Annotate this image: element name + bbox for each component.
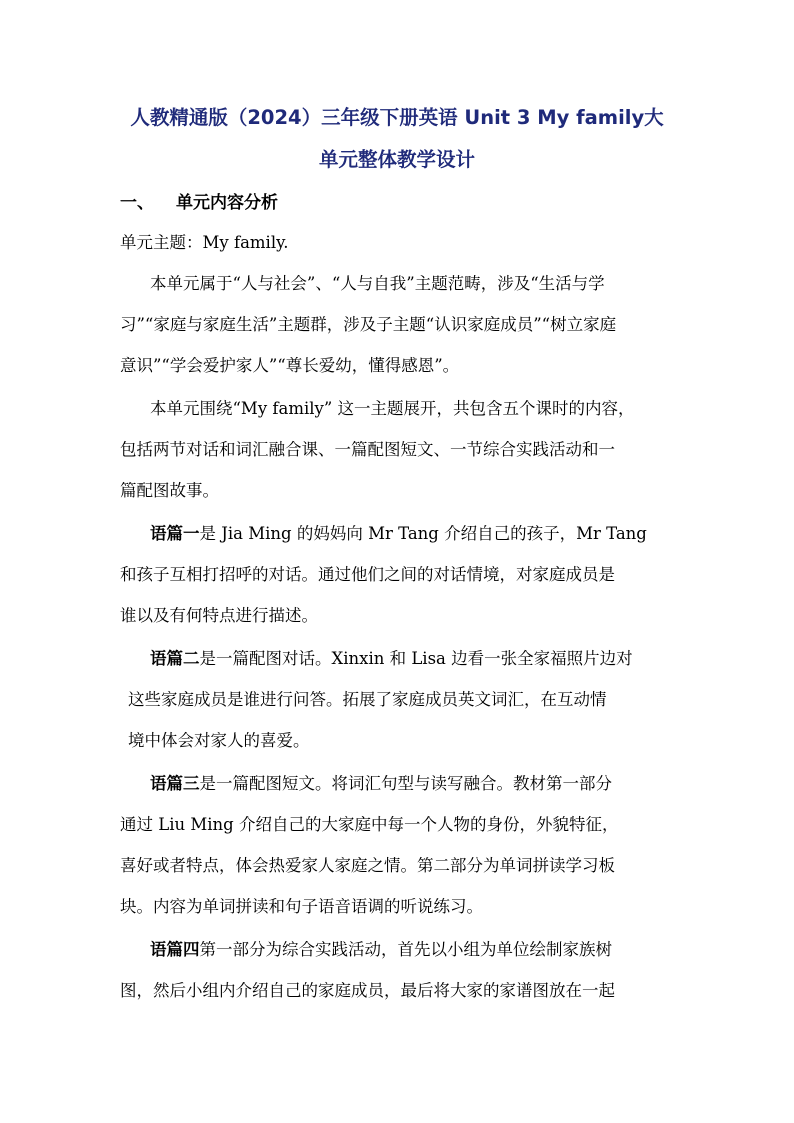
para3-line: 谁以及有何特点进行描述。 [120, 606, 318, 625]
para2-line: 篇配图故事。 [120, 481, 219, 500]
para5-first-line [150, 772, 612, 796]
section-number: 一、 [120, 193, 154, 213]
para3-first-line [150, 522, 647, 546]
para4-line: 境中体会对家人的喜爱。 [128, 731, 310, 750]
para6-line: 图，然后小组内介绍自己的家庭成员，最后将大家的家谱图放在一起 [120, 981, 615, 1000]
title-line-1: 人教精通版（2024）三年级下册英语 Unit 3 My family大 [130, 106, 664, 129]
para2-line: 本单元围绕“My family” 这一主题展开，共包含五个课时的内容， [150, 399, 635, 418]
para3-line: 是 Jia Ming 的妈妈向 Mr Tang 介绍自己的孩子，Mr Tang [199, 524, 647, 543]
para6-label: 语篇四 [150, 940, 200, 959]
para5-line: 喜好或者特点，体会热爱家人家庭之情。第二部分为单词拼读学习板 [120, 856, 615, 875]
para3-line: 和孩子互相打招呼的对话。通过他们之间的对话情境，对家庭成员是 [120, 565, 615, 584]
section-heading-text: 单元内容分析 [176, 193, 278, 213]
para3-label: 语篇一 [150, 524, 200, 543]
unit-theme-line: 单元主题：My family. [120, 233, 289, 252]
para5-line: 是一篇配图短文。将词汇句型与读写融合。教材第一部分 [199, 774, 612, 793]
para1-line: 习”“家庭与家庭生活”主题群，涉及子主题“认识家庭成员”“树立家庭 [120, 315, 617, 334]
para6-first-line [150, 938, 612, 962]
para6-line: 第一部分为综合实践活动，首先以小组为单位绘制家族树 [199, 940, 612, 959]
para5-line: 块。内容为单词拼读和句子语音语调的听说练习。 [120, 897, 483, 916]
title-line-2: 单元整体教学设计 [318, 148, 475, 171]
para2-line: 包括两节对话和词汇融合课、一篇配图短文、一节综合实践活动和一 [120, 440, 615, 459]
para1-line: 意识”“学会爱护家人”“尊长爱幼，懂得感恩”。 [120, 356, 460, 375]
para4-label: 语篇二 [150, 649, 200, 668]
para1-line: 本单元属于“人与社会”、“人与自我”主题范畴，涉及“生活与学 [150, 274, 605, 293]
para4-line: 是一篇配图对话。Xinxin 和 Lisa 边看一张全家福照片边对 [199, 649, 633, 668]
para5-label: 语篇三 [150, 774, 200, 793]
section-heading [120, 188, 278, 213]
para4-line: 这些家庭成员是谁进行问答。拓展了家庭成员英文词汇，在互动情 [128, 690, 607, 709]
para5-line: 通过 Liu Ming 介绍自己的大家庭中每一个人物的身份，外貌特征， [120, 815, 619, 834]
para4-first-line [150, 647, 633, 671]
